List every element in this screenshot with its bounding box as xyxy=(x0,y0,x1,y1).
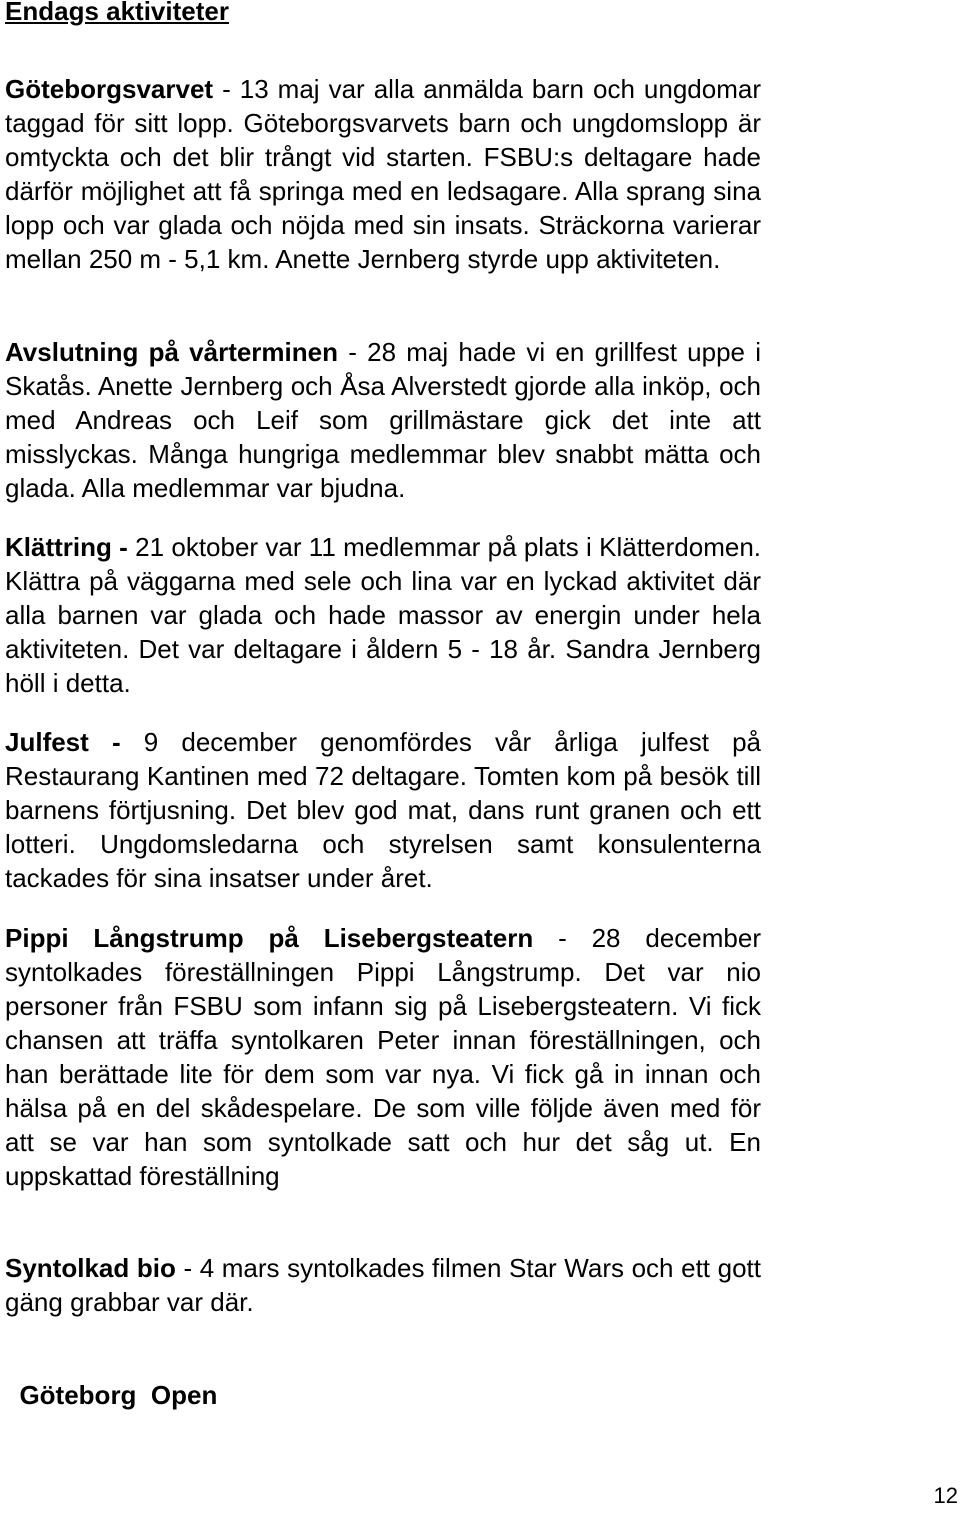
section-title: Klättring - xyxy=(5,532,128,562)
section-body: - 28 maj hade vi en grillfest uppe i Skatås. Anette Jernberg och Åsa Alverstedt gjorde alla inköp, och med Andreas och Leif som grillmästare gick det inte att misslyckas. Många hungriga medlemmar blev snabbt mätta och glada. Alla medlemmar var bjudna. xyxy=(5,337,761,503)
section-body: 9 december genomfördes vår årliga julfest på Restaurang Kantinen med 72 deltagare. Tomten kom på besök till barnens förtjusning. Det blev god mat, dans runt granen och ett lotteri. Ungdomsledarna och styrelsen samt konsulenterna tackades för sina insatser under året. xyxy=(5,727,761,893)
section-goteborgsvarvet xyxy=(5,72,761,276)
section-pippi-langstrump xyxy=(5,921,761,1193)
section-avslutning-varterminen xyxy=(5,335,761,505)
page-heading: Endags aktiviteter xyxy=(5,0,229,26)
page-number: 12 xyxy=(933,1483,958,1508)
section-goteborg-open xyxy=(5,1344,761,1412)
section-body: 21 oktober var 11 medlemmar på plats i Klätterdomen. Klättra på väggarna med sele och lina var en lyckad aktivitet där alla barnen var glada och hade massor av energin under hela aktiviteten. Det var deltagare i åldern 5 - 18 år. Sandra Jernberg höll i detta. xyxy=(5,532,761,698)
section-klattring xyxy=(5,530,761,700)
section-syntolkad-bio xyxy=(5,1251,761,1319)
section-title: Syntolkad bio xyxy=(5,1253,176,1283)
section-title: Göteborg Open xyxy=(19,1380,218,1410)
section-body: - 28 december syntolkades föreställningen Pippi Långstrump. Det var nio personer från FSBU som infann sig på Lisebergsteatern. Vi fick chansen att träffa syntolkaren Peter innan föreställningen, och han berättade lite för dem som var nya. Vi fick gå in innan och hälsa på en del skådespelare. De som ville följde även med för att se var han som syntolkade satt och hur det såg ut. En uppskattad föreställning xyxy=(5,923,761,1191)
section-title: Pippi Långstrump på Lisebergsteatern xyxy=(5,923,534,953)
section-body: - 13 maj var alla anmälda barn och ungdomar taggad för sitt lopp. Göteborgsvarvets barn och ungdomslopp är omtyckta och det blir trångt vid starten. FSBU:s deltagare hade därför möjlighet att få springa med en ledsagare. Alla sprang sina lopp och var glada och nöjda med sin insats. Sträckorna varierar mellan 250 m - 5,1 km. Anette Jernberg styrde upp aktiviteten. xyxy=(5,74,761,274)
section-title: Avslutning på vårterminen xyxy=(5,337,338,367)
section-body: - 4 mars syntolkades filmen Star Wars och ett gott gäng grabbar var där. xyxy=(5,1253,761,1317)
section-julfest xyxy=(5,725,761,895)
section-title: Julfest - xyxy=(5,727,121,757)
section-title: Göteborgsvarvet xyxy=(5,74,214,104)
